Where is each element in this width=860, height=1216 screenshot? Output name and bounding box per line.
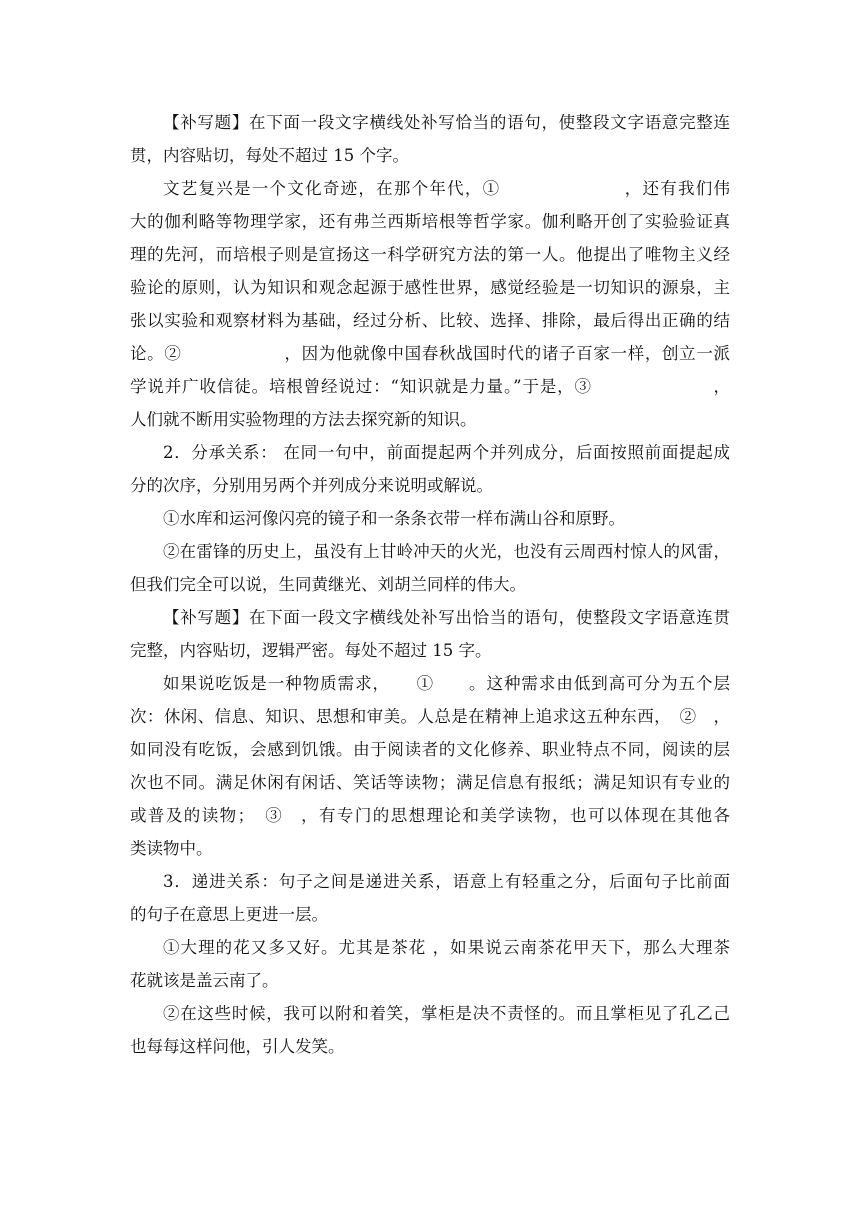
text-line: 【补写题】在下面一段文字横线处补写出恰当的语句，使整段文字语意连贯 [163,608,730,627]
text-line: 张以实验和观察材料为基础，经过分析、比较、选择、排除，最后得出正确的结 [130,311,730,330]
text-line: 大的伽利略等物理学家，还有弗兰西斯培根等哲学家。伽利略开创了实验验证真 [130,212,730,231]
text-line: 验论的原则，认为知识和观念起源于感性世界，感觉经验是一切知识的源泉，主 [130,278,730,297]
text-line: 类读物中。 [130,839,213,858]
text-line: 完整，内容贴切，逻辑严密。每处不超过 15 字。 [130,641,492,660]
text-line: ①水库和运河像闪亮的镜子和一条条衣带一样布满山谷和原野。 [163,509,625,528]
text-line: 如果说吃饭是一种物质需求， ① 。这种需求由低到高可分为五个层 [163,674,730,693]
text-line: 【补写题】在下面一段文字横线处补写恰当的语句，使整段文字语意完整连 [163,113,730,132]
text-line: 论。② ，因为他就像中国春秋战国时代的诸子百家一样，创立一派 [130,344,730,363]
text-line: 2．分承关系： 在同一句中，前面提起两个并列成分，后面按照前面提起成 [163,443,730,462]
text-line: 花就该是盖云南了。 [130,971,279,990]
document-page [130,106,730,1063]
text-line: 或普及的读物； ③ ，有专门的思想理论和美学读物，也可以体现在其他各 [130,806,730,825]
text-line: 如同没有吃饭，会感到饥饿。由于阅读者的文化修养、职业特点不同，阅读的层 [130,740,730,759]
text-line: 次也不同。满足休闲有闲话、笑话等读物；满足信息有报纸；满足知识有专业的 [130,773,730,792]
text-line: 贯，内容贴切，每处不超过 15 个字。 [130,146,409,165]
text-line: 3．递进关系：句子之间是递进关系，语意上有轻重之分，后面句子比前面 [163,872,730,891]
text-line: 学说并广收信徒。培根曾经说过：“知识就是力量。”于是，③ ， [130,377,730,396]
text-line: ②在这些时候，我可以附和着笑，掌柜是决不责怪的。而且掌柜见了孔乙己 [163,1004,730,1023]
text-line: 人们就不断用实验物理的方法去探究新的知识。 [130,410,477,429]
text-line: 的句子在意思上更进一层。 [130,905,328,924]
text-line: 理的先河，而培根子则是宣扬这一科学研究方法的第一人。他提出了唯物主义经 [130,245,730,264]
text-line: ②在雷锋的历史上，虽没有上甘岭冲天的火光，也没有云周西村惊人的风雷， [163,542,730,561]
text-line: 文艺复兴是一个文化奇迹，在那个年代，① ，还有我们伟 [163,179,730,198]
text-line: 但我们完全可以说，生同黄继光、刘胡兰同样的伟大。 [130,575,526,594]
text-line: 也每每这样问他，引人发笑。 [130,1037,345,1056]
text-line: 次：休闲、信息、知识、思想和审美。人总是在精神上追求这五种东西， ② ， [130,707,730,726]
text-line: 分的次序，分别用另两个并列成分来说明或解说。 [130,476,493,495]
text-line: ①大理的花又多又好。尤其是茶花 ，如果说云南茶花甲天下，那么大理茶 [163,938,730,957]
